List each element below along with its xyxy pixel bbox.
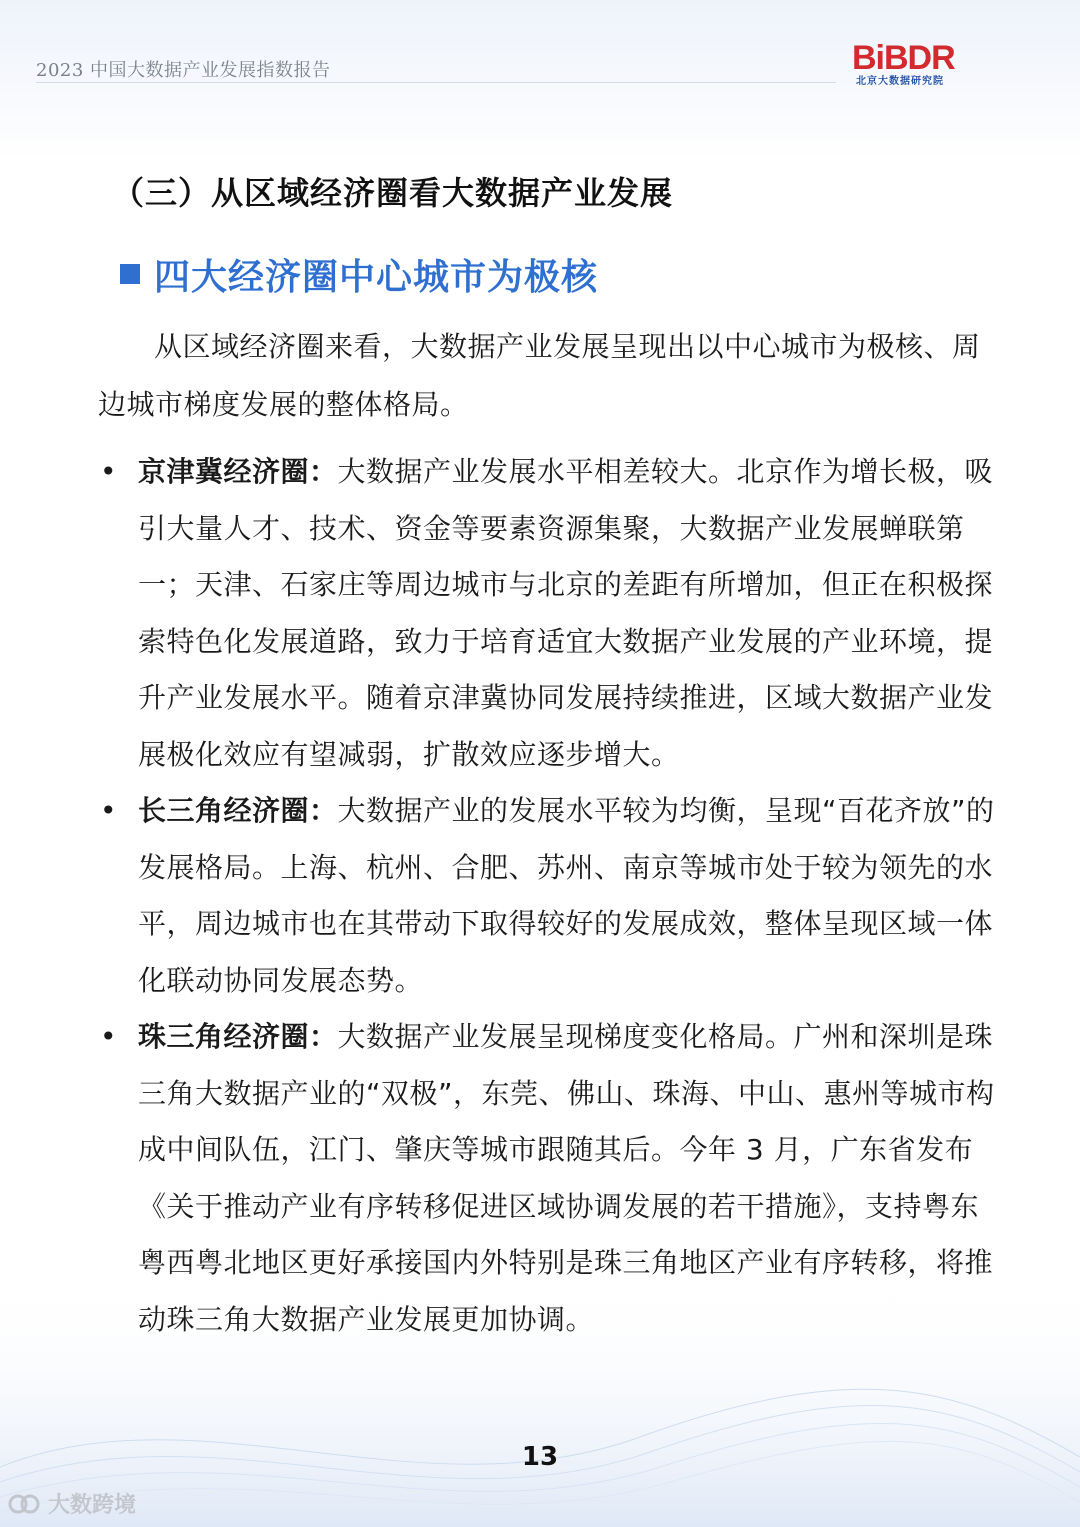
bullet-text: 大数据产业的发展水平较为均衡，呈现“百花齐放”的发展格局。上海、杭州、合肥、苏州、南京等城市处于较为领先的水平，周边城市也在其带动下取得较好的发展成效，整体呈现区域一体化联动协同发展态势。 [138, 794, 995, 997]
watermark-logo-icon [8, 1490, 42, 1518]
economic-circle-list [98, 444, 998, 1348]
watermark-text: 大数跨境 [48, 1493, 137, 1518]
page-number: 13 [521, 1442, 559, 1472]
subheading [120, 250, 598, 298]
bullet-text: 大数据产业发展水平相差较大。北京作为增长极，吸引大量人才、技术、资金等要素资源集聚，大数据产业发展蝉联第一；天津、石家庄等周边城市与北京的差距有所增加，但正在积极探索特色化发展道路，致力于培育适宜大数据产业发展的产业环境，提升产业发展水平。随着京津冀协同发展持续推进，区域大数据产业发展极化效应有望减弱，扩散效应逐步增大。 [138, 455, 994, 771]
bullet-label: 京津冀经济圈： [138, 455, 338, 488]
logo-subtitle: 北京大数据研究院 [856, 76, 944, 87]
list-item-yangtze-delta [98, 783, 998, 1009]
section-title: （三）从区域经济圈看大数据产业发展 [112, 174, 674, 212]
watermark [8, 1488, 136, 1519]
intro-paragraph: 从区域经济圈来看，大数据产业发展呈现出以中心城市为极核、周边城市梯度发展的整体格局。 [98, 330, 981, 421]
square-bullet-icon [120, 264, 140, 284]
bullet-dot-icon: • [100, 794, 118, 827]
report-title: 2023 中国大数据产业发展指数报告 [36, 60, 331, 81]
list-item-jingjinji [98, 444, 998, 783]
bullet-dot-icon: • [100, 1020, 118, 1053]
subheading-text: 四大经济圈中心城市为极核 [154, 256, 599, 298]
bullet-text: 大数据产业发展呈现梯度变化格局。广州和深圳是珠三角大数据产业的“双极”，东莞、佛山、珠海、中山、惠州等城市构成中间队伍，江门、肇庆等城市跟随其后。今年 3 月，广东省发布《关于推动产业有序转移促进区域协调发展的若干措施》，支持粤东粤西粤北地区更好承接国内外特别是珠三角地区产业有序转移，将推动珠三角大数据产业发展更加协调。 [138, 1020, 995, 1336]
bullet-label: 珠三角经济圈： [138, 1020, 338, 1053]
logo-text: BiBDR [852, 39, 955, 77]
bullet-label: 长三角经济圈： [138, 794, 338, 827]
page-header [36, 48, 836, 83]
bibdr-logo [852, 38, 1032, 88]
bullet-dot-icon: • [100, 455, 118, 488]
list-item-pearl-delta [98, 1009, 998, 1348]
